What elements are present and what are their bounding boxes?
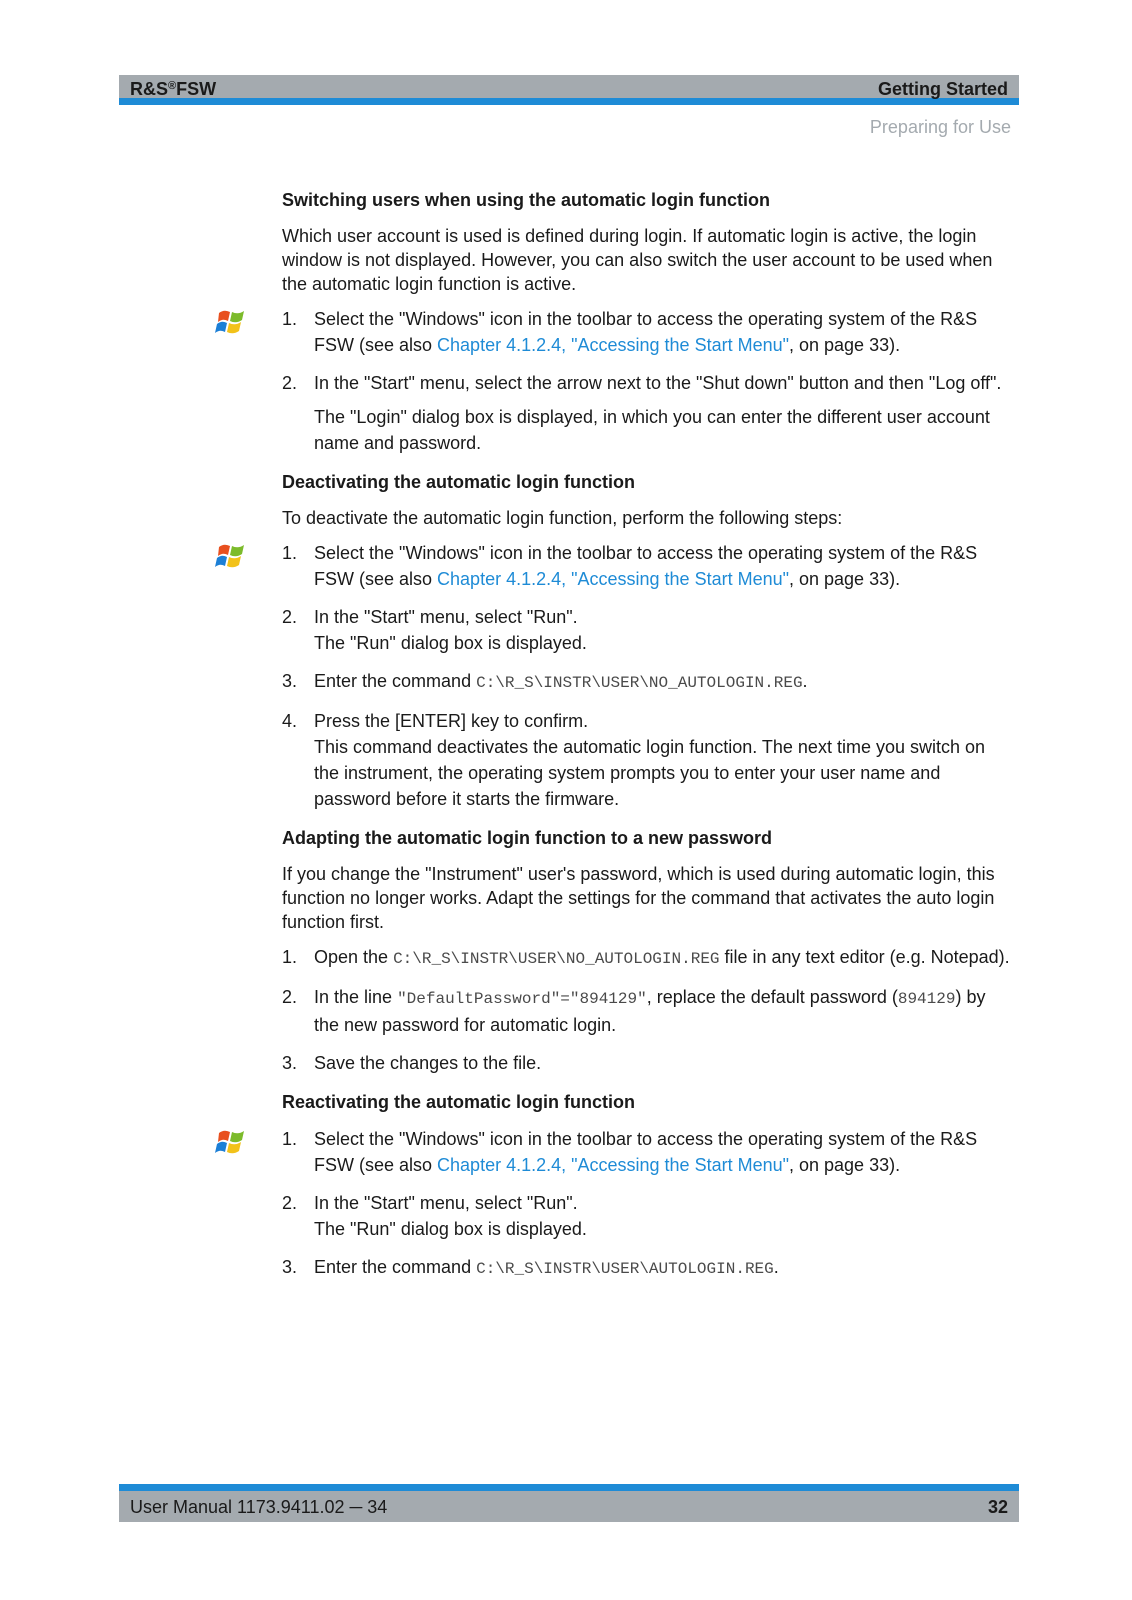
list-item	[282, 708, 1014, 812]
list-item	[282, 370, 1014, 456]
list-item	[282, 984, 1014, 1038]
list-item	[282, 1126, 1014, 1178]
windows-logo-icon	[214, 538, 250, 574]
step-number: 2.	[282, 607, 298, 627]
section-adapting-password	[282, 826, 1014, 1076]
step-text: Select the "Windows" icon in the toolbar to access the operating system of the R&S FSW (see also	[314, 309, 978, 355]
list-item	[282, 540, 1014, 592]
list-item	[282, 604, 1014, 656]
step-list	[282, 944, 1014, 1076]
registered-mark: ®	[168, 80, 177, 92]
step-result: The "Login" dialog box is displayed, in which you can enter the different user account name and password.	[314, 407, 990, 453]
step-text: Save the changes to the file.	[314, 1053, 542, 1073]
step-number: 3.	[282, 1257, 298, 1277]
list-item	[282, 306, 1014, 358]
step-text: Select the "Windows" icon in the toolbar to access the operating system of the R&S FSW (see also	[314, 1129, 978, 1175]
command-path: C:\R_S\INSTR\USER\NO_AUTOLOGIN.REG	[476, 674, 803, 692]
chapter-link[interactable]: Chapter 4.1.2.4, "Accessing the Start Menu"	[437, 569, 789, 589]
list-item	[282, 668, 1014, 696]
step-number: 2.	[282, 987, 298, 1007]
step-text-end: , on page 33).	[789, 569, 901, 589]
step-text: In the "Start" menu, select "Run".	[314, 1193, 578, 1213]
step-text: In the "Start" menu, select "Run".	[314, 607, 578, 627]
step-text-end: , on page 33).	[789, 1155, 901, 1175]
section-intro: If you change the "Instrument" user's password, which is used during automatic login, this function no longer works. Adapt the settings for the command that activates the auto login function first.	[282, 864, 995, 932]
step-text-mid: , replace the default password (	[646, 987, 898, 1007]
list-item	[282, 1254, 1014, 1282]
step-number: 2.	[282, 1193, 298, 1213]
windows-logo-icon	[214, 304, 250, 340]
chapter-link[interactable]: Chapter 4.1.2.4, "Accessing the Start Menu"	[437, 1155, 789, 1175]
file-path: C:\R_S\INSTR\USER\NO_AUTOLOGIN.REG	[393, 950, 720, 968]
section-switching-users	[282, 188, 1014, 456]
step-text-end: file in any text editor (e.g. Notepad).	[719, 947, 1010, 967]
section-intro: To deactivate the automatic login function, perform the following steps:	[282, 508, 843, 528]
step-text: Enter the command	[314, 671, 477, 691]
list-item	[282, 1190, 1014, 1242]
step-number: 1.	[282, 309, 298, 329]
section-intro: Which user account is used is defined during login. If automatic login is active, the login window is not displayed. However, you can also switch the user account to be used when the automatic login function is active.	[282, 226, 993, 294]
step-text: In the "Start" menu, select the arrow next to the "Shut down" button and then "Log off".	[314, 373, 1002, 393]
step-text-end: .	[802, 671, 808, 691]
page-number: 32	[987, 1497, 1008, 1517]
step-text-end: , on page 33).	[789, 335, 901, 355]
list-item	[282, 944, 1014, 972]
step-text: In the line	[314, 987, 398, 1007]
manual-id: User Manual 1173.9411.02 ─ 34	[130, 1497, 388, 1517]
step-result: The "Run" dialog box is displayed.	[314, 633, 587, 653]
document-body	[282, 188, 1014, 1296]
default-password: 894129	[897, 990, 956, 1008]
subchapter-title: Preparing for Use	[869, 117, 1011, 137]
step-text: Open the	[314, 947, 394, 967]
chapter-title: Getting Started	[877, 79, 1008, 99]
step-list	[282, 1126, 1014, 1282]
page-footer	[119, 1484, 1019, 1522]
step-number: 3.	[282, 671, 298, 691]
step-number: 3.	[282, 1053, 298, 1073]
section-heading: Adapting the automatic login function to a new password	[282, 828, 773, 848]
chapter-link[interactable]: Chapter 4.1.2.4, "Accessing the Start Menu"	[437, 335, 789, 355]
step-text: Select the "Windows" icon in the toolbar to access the operating system of the R&S FSW (see also	[314, 543, 978, 589]
section-deactivating	[282, 470, 1014, 812]
step-text-end: ) by the new password for automatic login.	[314, 987, 986, 1035]
section-heading: Reactivating the automatic login function	[282, 1092, 636, 1112]
step-result: The "Run" dialog box is displayed.	[314, 1219, 587, 1239]
step-result: This command deactivates the automatic login function. The next time you switch on the instrument, the operating system prompts you to enter your user name and password before it starts the firmware.	[314, 737, 986, 809]
section-reactivating	[282, 1090, 1014, 1282]
page-header	[119, 75, 1019, 105]
product-model: FSW	[176, 79, 217, 99]
step-number: 1.	[282, 543, 298, 563]
product-brand: R&S	[130, 79, 169, 99]
windows-logo-icon	[214, 1124, 250, 1160]
step-text-end: .	[773, 1257, 779, 1277]
command-path: C:\R_S\INSTR\USER\AUTOLOGIN.REG	[476, 1260, 774, 1278]
step-number: 2.	[282, 373, 298, 393]
step-text: Press the [ENTER] key to confirm.	[314, 711, 589, 731]
product-name	[130, 79, 216, 100]
registry-line: "DefaultPassword"="894129"	[397, 990, 647, 1008]
list-item	[282, 1050, 1014, 1076]
step-list	[282, 306, 1014, 456]
section-heading: Switching users when using the automatic login function	[282, 190, 771, 210]
step-number: 1.	[282, 947, 298, 967]
section-heading: Deactivating the automatic login function	[282, 472, 636, 492]
step-list	[282, 540, 1014, 812]
step-number: 1.	[282, 1129, 298, 1149]
step-text: Enter the command	[314, 1257, 477, 1277]
step-number: 4.	[282, 711, 298, 731]
